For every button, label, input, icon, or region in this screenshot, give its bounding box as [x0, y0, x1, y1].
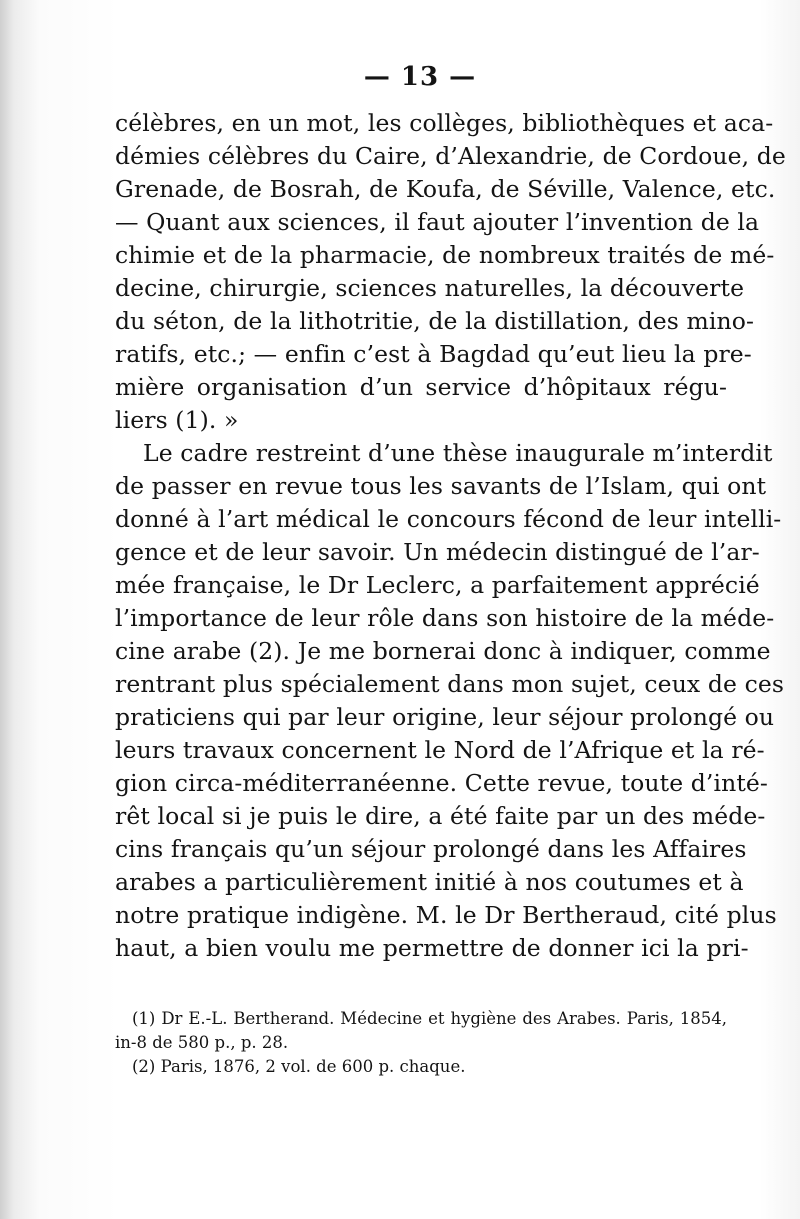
text-line: cine arabe (2). Je me bornerai donc à indiquer, comme	[115, 637, 771, 665]
text-line: du séton, de la lithotritie, de la distillation, des mino-	[115, 307, 754, 335]
text-line: liers (1). »	[115, 406, 239, 434]
text-line: — Quant aux sciences, il faut ajouter l’invention de la	[115, 208, 760, 236]
text-line: mière organisation d’un service d’hôpitaux régu-	[115, 373, 727, 401]
text-line: decine, chirurgie, sciences naturelles, la découverte	[115, 274, 745, 302]
text-line: donné à l’art médical le concours fécond de leur intelli-	[115, 505, 782, 533]
text-line: de passer en revue tous les savants de l’Islam, qui ont	[115, 472, 767, 500]
text-line: célèbres, en un mot, les collèges, bibliothèques et aca-	[115, 109, 774, 137]
page-number: — 13 —	[363, 62, 477, 92]
text-line: chimie et de la pharmacie, de nombreux traités de mé-	[115, 241, 775, 269]
text-line: démies célèbres du Caire, d’Alexandrie, de Cordoue, de	[115, 142, 786, 170]
text-line: praticiens qui par leur origine, leur séjour prolongé ou	[115, 703, 775, 731]
text-line: ratifs, etc.; — enfin c’est à Bagdad qu’eut lieu la pre-	[115, 340, 752, 368]
text-line: haut, a bien voulu me permettre de donner ici la pri-	[115, 934, 749, 962]
text-line: l’importance de leur rôle dans son histoire de la méde-	[115, 604, 775, 632]
text-line: rentrant plus spécialement dans mon sujet, ceux de ces	[115, 670, 784, 698]
footnote: (1) Dr E.-L. Bertherand. Médecine et hygiène des Arabes. Paris, 1854,	[132, 1009, 727, 1028]
paragraph-first-line: Le cadre restreint d’une thèse inaugurale m’interdit	[143, 439, 773, 467]
text-line: gence et de leur savoir. Un médecin distingué de l’ar-	[115, 538, 760, 566]
text-line: mée française, le Dr Leclerc, a parfaitement apprécié	[115, 571, 760, 599]
text-line: rêt local si je puis le dire, a été faite par un des méde-	[115, 802, 766, 830]
text-line: leurs travaux concernent le Nord de l’Afrique et la ré-	[115, 736, 765, 764]
text-line: gion circa-méditerranéenne. Cette revue, toute d’inté-	[115, 769, 768, 797]
text-line: Grenade, de Bosrah, de Koufa, de Séville, Valence, etc.	[115, 175, 776, 203]
text-line: notre pratique indigène. M. le Dr Bertheraud, cité plus	[115, 901, 777, 929]
footnote: (2) Paris, 1876, 2 vol. de 600 p. chaque.	[132, 1057, 466, 1076]
footnote-continuation: in-8 de 580 p., p. 28.	[115, 1033, 289, 1052]
text-line: cins français qu’un séjour prolongé dans les Affaires	[115, 835, 747, 863]
text-line: arabes a particulièrement initié à nos coutumes et à	[115, 868, 744, 896]
